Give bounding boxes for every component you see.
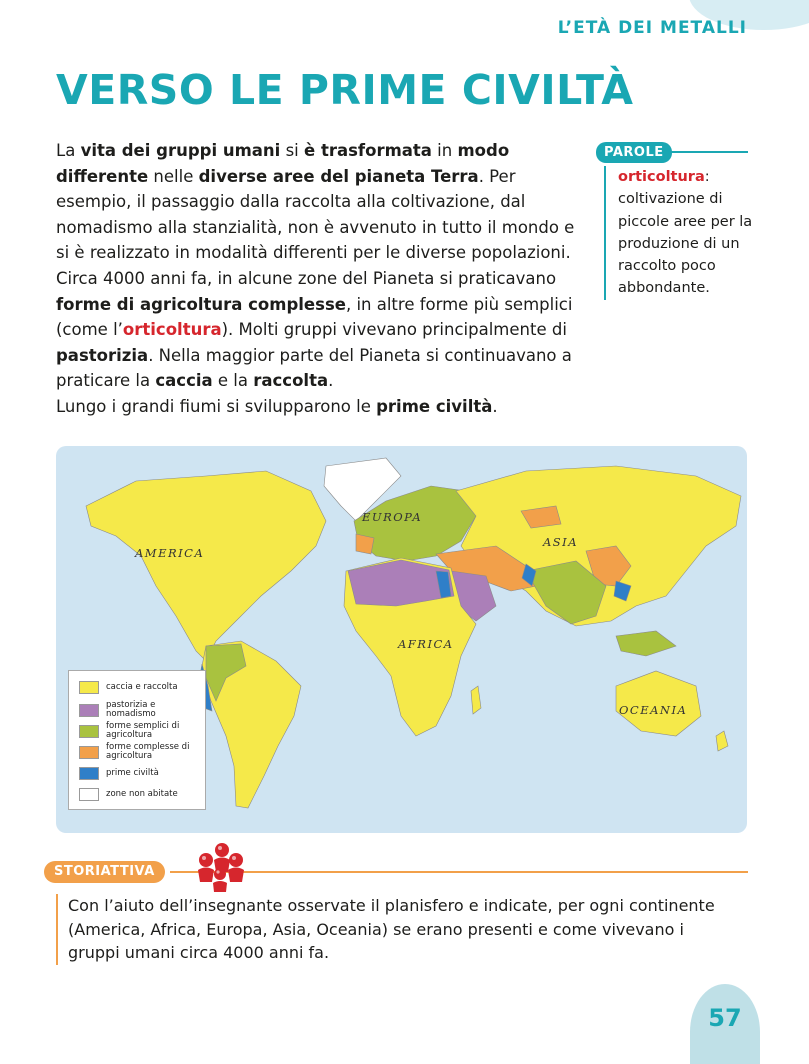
continent-label-asia: ASIA [543, 535, 579, 549]
map-legend [68, 670, 206, 810]
legend-swatch [79, 767, 99, 780]
main-paragraph: La vita dei gruppi umani si è trasformata in modo differente nelle diverse aree del pianeta Terra. Per esempio, il passaggio dalla raccolta alla coltivazione, dal nomadismo alla stanzialità, non è avvenuto in tutto il mondo e si è realizzato in modalità differenti per le diverse popolazioni. Circa 4000 anni fa, in alcune zone del Pianeta si praticavano forme di agricoltura complesse, in altre forme più semplici (come l’orticoltura). Molti gruppi vivevano principalmente di pastorizia. Nella maggior parte del Pianeta si continuavano a praticare la caccia e la raccolta. Lungo i grandi fiumi si svilupparono le prime civiltà. [56, 141, 575, 416]
keyword-orticoltura: orticoltura [122, 320, 222, 340]
legend-item: pastorizia e nomadismo [79, 701, 196, 719]
glossary-term: orticoltura [618, 169, 705, 185]
legend-item: caccia e raccolta [79, 681, 196, 694]
activity-badge: STORIATTIVA [44, 861, 165, 883]
legend-item: forme complesse di agricoltura [79, 743, 196, 761]
continent-label-europe: EUROPA [362, 510, 423, 524]
continent-label-oceania: OCEANIA [619, 703, 688, 717]
page-number-tab [690, 984, 760, 1064]
page-number: 57 [708, 1004, 742, 1032]
activity-text: Con l’aiuto dell’insegnante osservate il planisfero e indicate, per ogni continente (America, Africa, Europa, Asia, Oceania) se erano presenti e come vivevano i gruppi umani circa 4000 anni fa. [56, 894, 718, 965]
people-icon [190, 840, 250, 892]
glossary-definition: coltivazione di piccole aree per la produzione di un raccolto poco abbondante. [618, 191, 753, 297]
glossary-badge: PAROLE [596, 142, 672, 163]
legend-item: forme semplici di agricoltura [79, 722, 196, 740]
legend-item: zone non abitate [79, 788, 196, 801]
legend-swatch [79, 704, 99, 717]
continent-label-africa: AFRICA [398, 637, 454, 651]
activity-rule [170, 871, 748, 873]
legend-swatch [79, 681, 99, 694]
world-map [56, 446, 747, 833]
glossary-rule [666, 151, 748, 153]
legend-swatch [79, 746, 99, 759]
legend-swatch [79, 788, 99, 801]
continent-label-america: AMERICA [135, 546, 205, 560]
glossary-entry: orticoltura: coltivazione di piccole aree per la produzione di un raccolto poco abbondante. [604, 166, 760, 300]
legend-item: prime civiltà [79, 767, 196, 780]
legend-swatch [79, 725, 99, 738]
chapter-title: L’ETÀ DEI METALLI [557, 18, 747, 38]
page-title: VERSO LE PRIME CIVILTÀ [56, 66, 634, 114]
